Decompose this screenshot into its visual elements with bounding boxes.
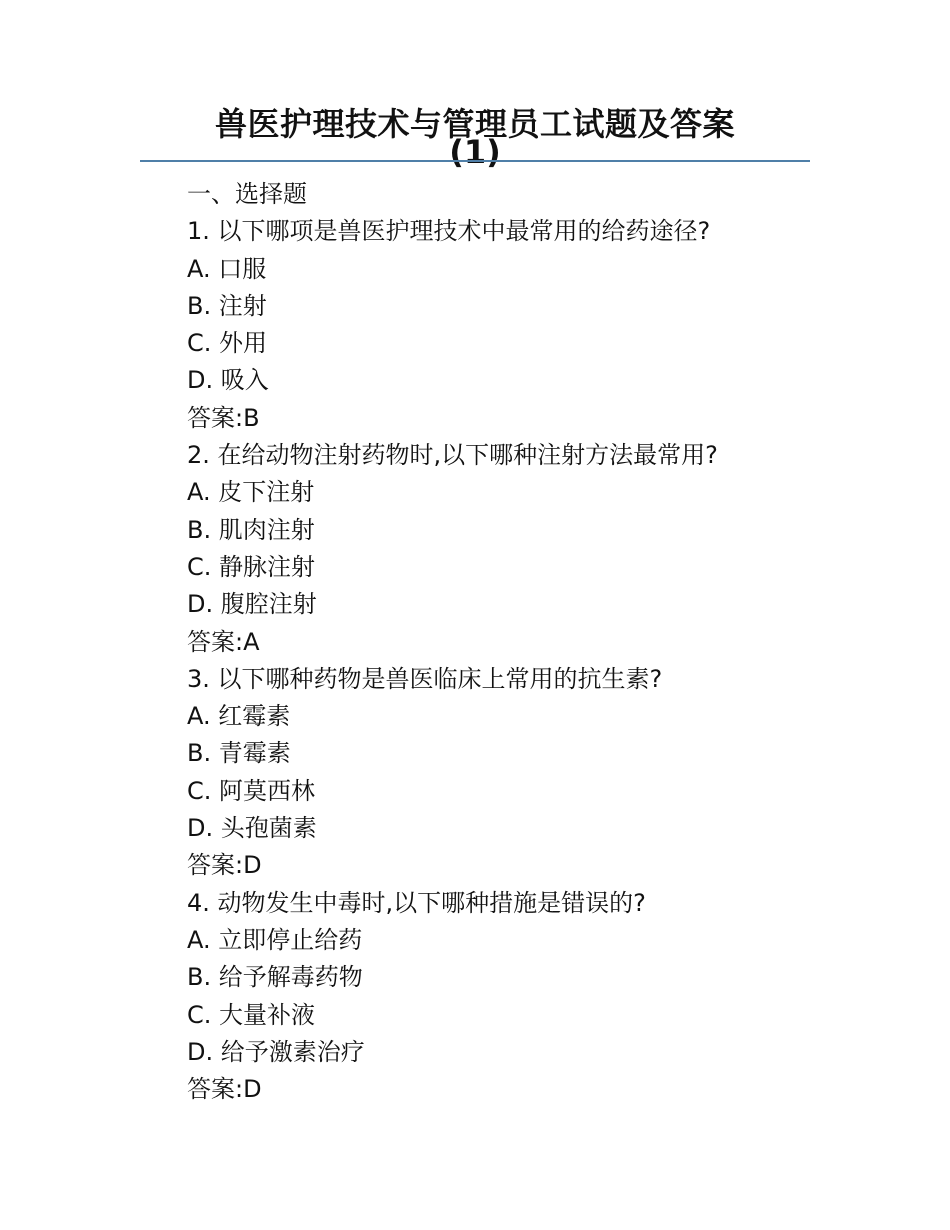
document-title [140, 104, 810, 171]
option-d: D. 给予激素治疗 [187, 1037, 365, 1066]
answer-text: 答案:D [187, 1075, 262, 1104]
section-heading: 一、选择题 [187, 180, 307, 208]
question-text: 3. 以下哪种药物是兽医临床上常用的抗生素? [187, 664, 663, 693]
option-d: D. 吸入 [187, 366, 269, 395]
answer-text: 答案:B [187, 403, 260, 432]
question-block [187, 213, 827, 437]
answer-text: 答案:A [187, 627, 260, 656]
option-b: B. 青霉素 [187, 739, 291, 768]
option-c: C. 外用 [187, 329, 268, 358]
answer-text: 答案:D [187, 851, 262, 880]
title-line-main: 兽医护理技术与管理员工试题及答案 [214, 105, 735, 143]
question-text: 4. 动物发生中毒时,以下哪种措施是错误的? [187, 888, 646, 917]
option-c: C. 阿莫西林 [187, 776, 316, 805]
document-body [187, 176, 827, 1108]
option-a: A. 红霉素 [187, 702, 291, 731]
question-text: 2. 在给动物注射药物时,以下哪种注射方法最常用? [187, 441, 718, 470]
option-b: B. 肌肉注射 [187, 515, 315, 544]
option-a: A. 口服 [187, 254, 267, 283]
title-line-number: (1) [449, 133, 501, 171]
title-divider [140, 160, 810, 162]
option-d: D. 腹腔注射 [187, 590, 317, 619]
question-block [187, 437, 827, 661]
option-b: B. 注射 [187, 291, 267, 320]
option-c: C. 大量补液 [187, 1000, 316, 1029]
option-d: D. 头孢菌素 [187, 814, 317, 843]
option-a: A. 皮下注射 [187, 478, 315, 507]
option-b: B. 给予解毒药物 [187, 963, 363, 992]
option-c: C. 静脉注射 [187, 552, 316, 581]
question-text: 1. 以下哪项是兽医护理技术中最常用的给药途径? [187, 217, 711, 246]
question-block [187, 885, 827, 1109]
question-block [187, 661, 827, 885]
option-a: A. 立即停止给药 [187, 925, 363, 954]
